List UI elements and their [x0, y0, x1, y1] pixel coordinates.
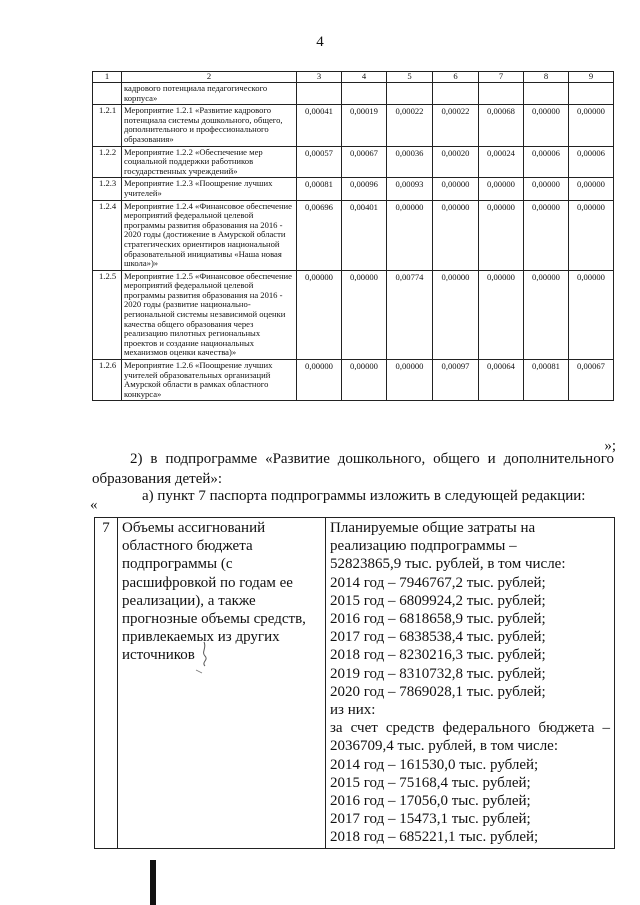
- row-number: 1.2.1: [93, 105, 122, 146]
- cell-value: 0,00000: [342, 360, 387, 401]
- table-row: [93, 105, 614, 146]
- table-row: [93, 270, 614, 359]
- cell-value: 0,00000: [387, 360, 433, 401]
- paragraph-text: а) пункт 7 паспорта подпрограммы изложить в следующей редакции:: [142, 488, 586, 504]
- row-number: 1.2.2: [93, 146, 122, 178]
- cell-value: 0,00000: [387, 200, 433, 270]
- row-number: 1.2.6: [93, 360, 122, 401]
- cell-value: 0,00000: [524, 200, 569, 270]
- column-header: 8: [524, 72, 569, 83]
- cell-value: 0,00096: [342, 178, 387, 200]
- table-row: [93, 146, 614, 178]
- table-row: [93, 360, 614, 401]
- paragraph-line: образования детей»:: [92, 471, 223, 487]
- cell-value: 0,00000: [524, 105, 569, 146]
- column-header: 6: [433, 72, 479, 83]
- cell-value: 0,00000: [433, 200, 479, 270]
- cell-value: 0,00000: [524, 270, 569, 359]
- table-header-row: [93, 72, 614, 83]
- item-label: Объемы ассигнований областного бюджета подпрограммы (с расшифровкой по годам ее реализации), а также прогнозные объемы средств, привлекаемых из других источников: [118, 518, 326, 849]
- column-header: 5: [387, 72, 433, 83]
- table-row: [93, 83, 614, 105]
- opening-quote: «: [90, 497, 98, 513]
- cell-value: 0,00022: [433, 105, 479, 146]
- cell-value: 0,00000: [569, 178, 614, 200]
- cell-value: 0,00067: [569, 360, 614, 401]
- cell-value: 0,00000: [524, 178, 569, 200]
- cell-value: 0,00401: [342, 200, 387, 270]
- row-number: 1.2.4: [93, 200, 122, 270]
- binding-mark: [150, 860, 156, 905]
- row-number: 1.2.3: [93, 178, 122, 200]
- column-header: 1: [93, 72, 122, 83]
- cell-value: 0,00068: [479, 105, 524, 146]
- cell-value: 0,00006: [524, 146, 569, 178]
- cell-value: 0,00000: [342, 270, 387, 359]
- column-header: 4: [342, 72, 387, 83]
- cell-value: 0,00081: [524, 360, 569, 401]
- cell-value: 0,00024: [479, 146, 524, 178]
- cell-value: 0,00036: [387, 146, 433, 178]
- cell-value: 0,00000: [433, 178, 479, 200]
- cell-value: 0,00696: [297, 200, 342, 270]
- cell-value: 0,00022: [387, 105, 433, 146]
- table-row: [93, 178, 614, 200]
- row-number: 1.2.5: [93, 270, 122, 359]
- indicators-table: [92, 71, 614, 401]
- continuation-text: кадрового потенциала педагогического корпуса»: [122, 83, 297, 105]
- paragraph-line: 2) в подпрограмме «Развитие дошкольного, общего и дополнительного: [130, 451, 614, 467]
- cell-value: 0,00000: [569, 200, 614, 270]
- page-number: 4: [316, 34, 324, 50]
- cell-value: 0,00000: [479, 178, 524, 200]
- column-header: 7: [479, 72, 524, 83]
- cell-value: 0,00081: [297, 178, 342, 200]
- column-header: 3: [297, 72, 342, 83]
- closing-quote: »;: [604, 438, 616, 454]
- passport-table: [94, 517, 615, 849]
- cell-value: 0,00019: [342, 105, 387, 146]
- cell-value: 0,00067: [342, 146, 387, 178]
- row-text: Мероприятие 1.2.1 «Развитие кадрового потенциала системы дошкольного, общего, дополнительного и профессионального образования»: [122, 105, 297, 146]
- pen-mark: [192, 640, 216, 680]
- column-header: 2: [122, 72, 297, 83]
- cell-value: 0,00000: [433, 270, 479, 359]
- column-header: 9: [569, 72, 614, 83]
- table-row: [93, 200, 614, 270]
- cell-value: 0,00057: [297, 146, 342, 178]
- cell-value: 0,00041: [297, 105, 342, 146]
- cell-value: 0,00000: [479, 200, 524, 270]
- cell-value: 0,00093: [387, 178, 433, 200]
- cell-value: 0,00000: [569, 105, 614, 146]
- cell-value: 0,00020: [433, 146, 479, 178]
- cell-value: 0,00000: [479, 270, 524, 359]
- row-text: Мероприятие 1.2.4 «Финансовое обеспечение мероприятий федеральной целевой программы развития образования на 2016 - 2020 годы (достижение в Амурской области стратегических ориентиров национальной образовательной инициативы «Наша новая школа»)»: [122, 200, 297, 270]
- row-text: Мероприятие 1.2.6 «Поощрение лучших учителей образовательных организаций Амурской области в рамках областного конкурса»: [122, 360, 297, 401]
- table-row: [95, 518, 615, 849]
- cell-value: 0,00774: [387, 270, 433, 359]
- item-value: Планируемые общие затраты на реализацию подпрограммы – 52823865,9 тыс. рублей, в том числе: 2014 год – 7946767,2 тыс. рублей; 2015 год – 6809924,2 тыс. рублей; 2016 год – 6818658,9 тыс. рублей; 2017 год – 6838538,4 тыс. рублей; 2018 год – 8230216,3 тыс. рублей; 2019 год – 8310732,8 тыс. рублей; 2020 год – 7869028,1 тыс. рублей; из них: за счет средств федерального бюджета – 2036709,4 тыс. рублей, в том числе: 2014 год – 161530,0 тыс. рублей; 2015 год – 75168,4 тыс. рублей; 2016 год – 17056,0 тыс. рублей; 2017 год – 15473,1 тыс. рублей; 2018 год – 685221,1 тыс. рублей;: [326, 518, 615, 849]
- row-text: Мероприятие 1.2.5 «Финансовое обеспечение мероприятий федеральной целевой программы развития образования на 2016 - 2020 годы (развитие национально-региональной системы независимой оценки качества общего образования через реализацию пилотных региональных проектов и создание национальных механизмов оценки качества)»: [122, 270, 297, 359]
- cell-value: 0,00064: [479, 360, 524, 401]
- cell-value: 0,00000: [569, 270, 614, 359]
- row-text: Мероприятие 1.2.2 «Обеспечение мер социальной поддержки работников государственных учреждений»: [122, 146, 297, 178]
- row-text: Мероприятие 1.2.3 «Поощрение лучших учителей»: [122, 178, 297, 200]
- cell-value: 0,00006: [569, 146, 614, 178]
- item-number: 7: [95, 518, 118, 849]
- cell-value: 0,00097: [433, 360, 479, 401]
- cell-value: 0,00000: [297, 360, 342, 401]
- cell-value: 0,00000: [297, 270, 342, 359]
